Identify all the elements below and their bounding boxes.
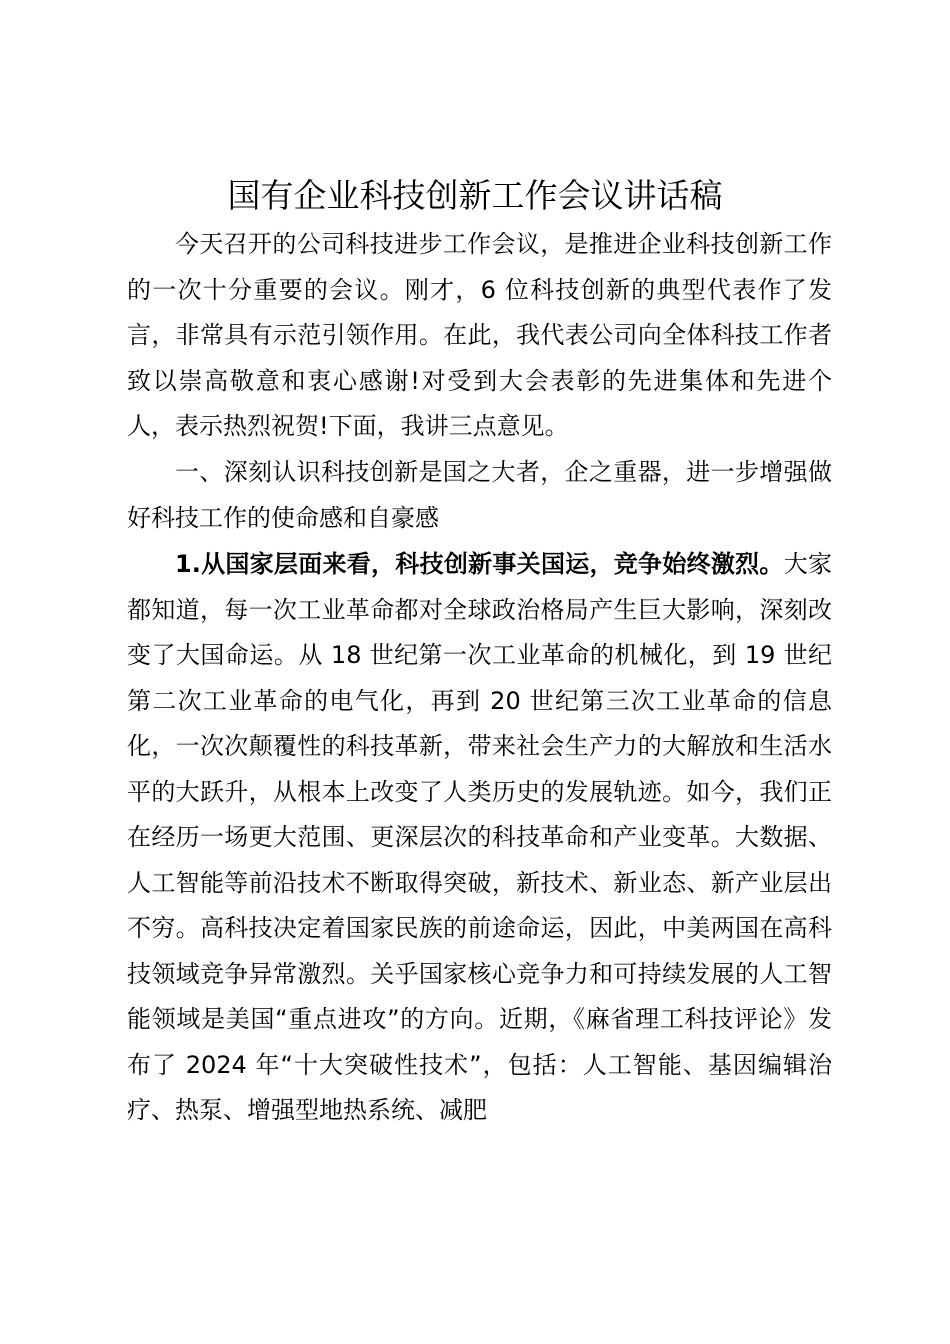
subheading-national-level: 1.从国家层面来看，科技创新事关国运，竞争始终激烈。	[175, 550, 784, 578]
paragraph-national-level	[127, 542, 832, 1134]
document-title: 国有企业科技创新工作会议讲话稿	[227, 176, 723, 215]
section-heading-one: 一、深刻认识科技创新是国之大者，企之重器，进一步增强做好科技工作的使命感和自豪感	[127, 458, 832, 532]
paragraph-opening: 今天召开的公司科技进步工作会议，是推进企业科技创新工作的一次十分重要的会议。刚才，6 位科技创新的典型代表作了发言，非常具有示范引领作用。在此，我代表公司向全体科技工作者致以崇高敬意和衷心感谢!对受到大会表彰的先进集体和先进个人，表示热烈祝贺!下面，我讲三点意见。	[127, 230, 832, 440]
paragraph-national-level-body: 大家都知道，每一次工业革命都对全球政治格局产生巨大影响，深刻改变了大国命运。从 18 世纪第一次工业革命的机械化，到 19 世纪第二次工业革命的电气化，再到 20 世纪第三次工业革命的信息化，一次次颠覆性的科技革新，带来社会生产力的大解放和生活水平的大跃升，从根本上改变了人类历史的发展轨迹。如今，我们正在经历一场更大范围、更深层次的科技革命和产业变革。大数据、人工智能等前沿技术不断取得突破，新技术、新业态、新产业层出不穷。高科技决定着国家民族的前途命运，因此，中美两国在高科技领域竞争异常激烈。关乎国家核心竞争力和可持续发展的人工智能领域是美国“重点进攻”的方向。近期，《麻省理工科技评论》发布了 2024 年“十大突破性技术”，包括：人工智能、基因编辑治疗、热泵、增强型地热系统、减肥	[127, 550, 832, 1124]
